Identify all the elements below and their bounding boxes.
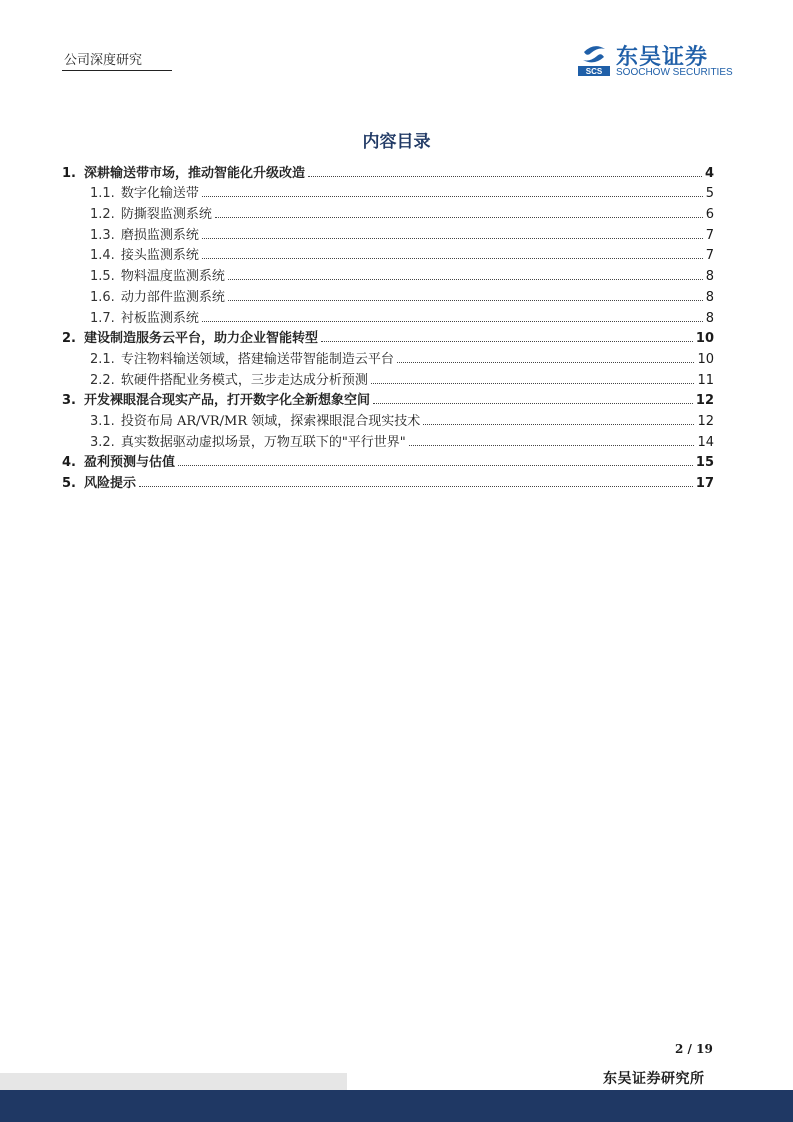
- report-type-label: 公司深度研究: [64, 53, 143, 68]
- toc-entry-title: 盈利预测与估值: [83, 455, 175, 471]
- toc-entry-number: 1.7.: [90, 310, 115, 326]
- toc-leader-dots: [228, 278, 703, 280]
- toc-entry[interactable]: [62, 160, 714, 181]
- toc-entry[interactable]: [62, 367, 714, 388]
- logo-english-name: SOOCHOW SECURITIES: [616, 67, 733, 78]
- toc-entry[interactable]: [62, 346, 714, 367]
- toc-leader-dots: [202, 257, 703, 259]
- toc-entry[interactable]: [62, 284, 714, 305]
- toc-leader-dots: [228, 299, 703, 301]
- toc-entry-page: 15: [695, 455, 714, 471]
- footer-bar: [0, 1090, 793, 1122]
- toc-entry-page: 8: [705, 289, 714, 305]
- toc-entry-title: 风险提示: [83, 476, 136, 491]
- toc-entry[interactable]: [62, 388, 714, 409]
- toc-leader-dots: [139, 485, 693, 487]
- svg-text:SCS: SCS: [585, 67, 603, 76]
- toc-entry-page: 8: [705, 269, 714, 285]
- toc-entry-page: 6: [705, 207, 714, 223]
- toc-title: 内容目录: [362, 132, 431, 152]
- toc-entry[interactable]: [62, 326, 714, 347]
- toc-entry[interactable]: [62, 222, 714, 243]
- toc-entry-number: 3.1.: [90, 413, 115, 429]
- toc-entry-page: 12: [697, 413, 714, 429]
- toc-leader-dots: [423, 423, 694, 425]
- toc-leader-dots: [215, 216, 703, 218]
- toc-entry-title: 磨损监测系统: [120, 227, 199, 243]
- toc-entry-number: 3.2.: [90, 434, 115, 450]
- toc-leader-dots: [202, 195, 703, 197]
- toc-entry-title: 衬板监测系统: [120, 310, 199, 326]
- toc-entry[interactable]: [62, 243, 714, 264]
- toc-entry-page: 10: [697, 351, 714, 367]
- toc-entry-title: 软硬件搭配业务模式，三步走达成分析预测: [120, 372, 368, 388]
- toc-entry-page: 17: [695, 476, 714, 491]
- toc-leader-dots: [373, 402, 693, 404]
- toc-entry-page: 4: [704, 165, 714, 181]
- toc-entry-title: 建设制造服务云平台，助力企业智能转型: [83, 331, 318, 347]
- toc-entry-number: 1.6.: [90, 289, 115, 305]
- toc-leader-dots: [321, 340, 693, 342]
- toc-entry-page: 11: [697, 372, 714, 388]
- toc-entry-number: 5.: [62, 476, 76, 491]
- toc-leader-dots: [371, 382, 695, 384]
- header-divider: [62, 70, 172, 71]
- toc-entry-title: 数字化输送带: [120, 186, 199, 202]
- toc-leader-dots: [409, 444, 695, 446]
- toc-entry-page: 14: [697, 434, 714, 450]
- toc-entry[interactable]: [62, 263, 714, 284]
- toc-entry-title: 投资布局 AR/VR/MR 领域，探索裸眼混合现实技术: [120, 413, 421, 429]
- toc-entry-number: 1.5.: [90, 269, 115, 285]
- footer-organization: 东吴证券研究所: [603, 1071, 705, 1087]
- toc-entry-title: 专注物料输送领域，搭建输送带智能制造云平台: [120, 351, 394, 367]
- toc-entry-page: 8: [705, 310, 714, 326]
- toc-entry-number: 1.3.: [90, 227, 115, 243]
- toc-entry-page: 7: [705, 248, 714, 264]
- toc-entry-number: 1.: [62, 165, 76, 181]
- toc-entry-page: 5: [705, 186, 714, 202]
- toc-entry-number: 1.2.: [90, 207, 115, 223]
- toc-leader-dots: [202, 237, 703, 239]
- toc-entry[interactable]: [62, 201, 714, 222]
- toc-entry-page: 12: [695, 393, 714, 409]
- toc-leader-dots: [178, 464, 693, 466]
- toc-entry-number: 2.1.: [90, 351, 115, 367]
- toc-entry[interactable]: [62, 305, 714, 326]
- toc-entry-number: 4.: [62, 455, 76, 471]
- toc-entry-number: 3.: [62, 393, 76, 409]
- toc-entry-number: 1.1.: [90, 186, 115, 202]
- company-logo: [578, 42, 748, 82]
- toc-entry[interactable]: [62, 470, 714, 491]
- toc-entry-title: 防撕裂监测系统: [120, 207, 212, 223]
- toc-entry-title: 接头监测系统: [120, 248, 199, 264]
- toc-entry-number: 1.4.: [90, 248, 115, 264]
- toc-entry[interactable]: [62, 429, 714, 450]
- toc-entry-page: 7: [705, 227, 714, 243]
- toc-entry-title: 开发裸眼混合现实产品，打开数字化全新想象空间: [83, 393, 370, 409]
- toc-entry-page: 10: [695, 331, 714, 347]
- logo-chinese-name: 东吴证券: [616, 45, 709, 70]
- logo-mark-icon: [578, 42, 610, 76]
- toc-entry-title: 动力部件监测系统: [120, 289, 225, 305]
- toc-leader-dots: [308, 175, 702, 177]
- toc-entry[interactable]: [62, 408, 714, 429]
- toc-entry-number: 2.: [62, 331, 76, 347]
- toc-entry[interactable]: [62, 181, 714, 202]
- toc-entry-number: 2.2.: [90, 372, 115, 388]
- table-of-contents: [62, 160, 714, 491]
- toc-entry[interactable]: [62, 450, 714, 471]
- toc-entry-title: 真实数据驱动虚拟场景，万物互联下的"平行世界": [120, 434, 406, 450]
- toc-entry-title: 物料温度监测系统: [120, 269, 225, 285]
- toc-entry-title: 深耕输送带市场，推动智能化升级改造: [83, 165, 305, 181]
- toc-leader-dots: [202, 320, 703, 322]
- page-number: 2 / 19: [675, 1042, 713, 1056]
- toc-leader-dots: [397, 361, 695, 363]
